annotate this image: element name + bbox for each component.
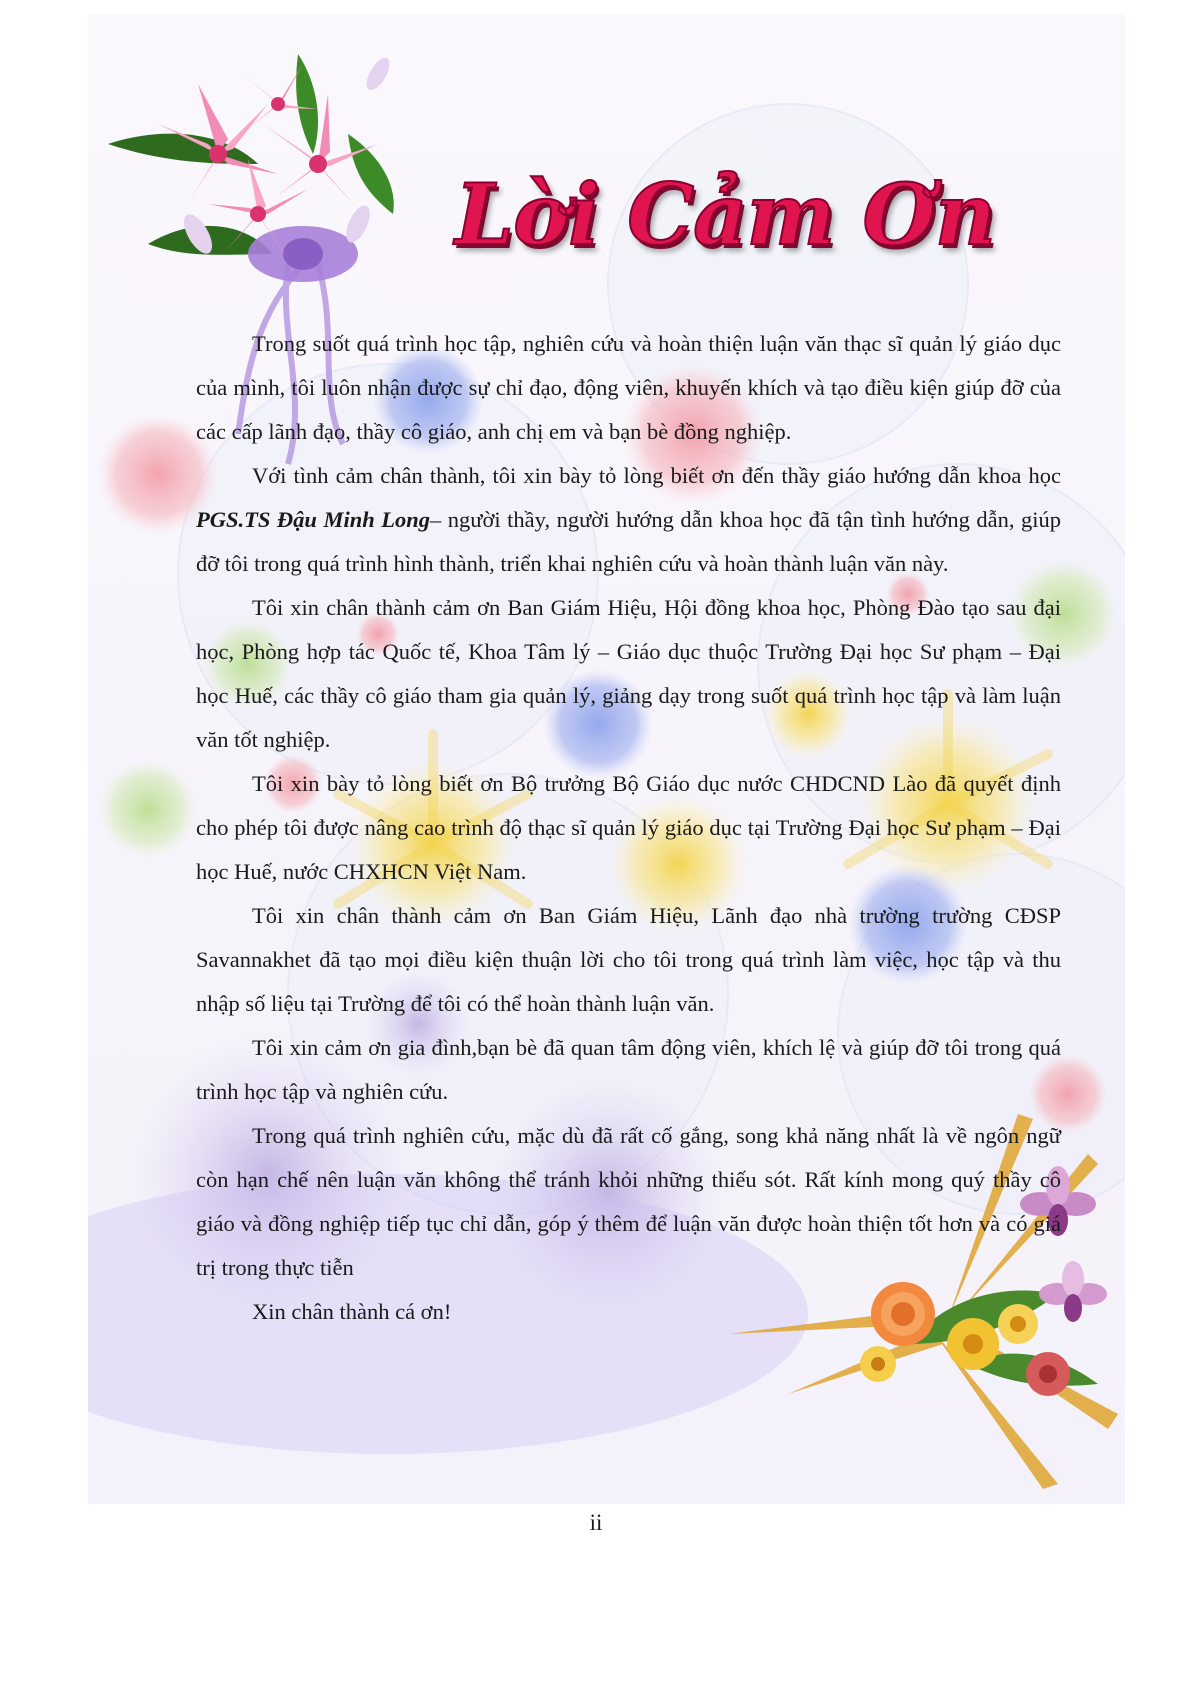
body-text — [196, 322, 1061, 1334]
paragraph: Xin chân thành cá ơn! — [252, 1299, 452, 1324]
paragraph-text: – người thầy, người hướng dẫn khoa học đã tận tình hướng dẫn, giúp đỡ tôi trong quá trình hình thành, triển khai nghiên cứu và hoàn thành luận văn này. — [196, 507, 1061, 576]
paragraph: Trong quá trình nghiên cứu, mặc dù đã rất cố gắng, song khả năng nhất là về ngôn ngữ còn hạn chế nên luận văn không thể tránh khỏi những thiếu sót. Rất kính mong quý thầy cô giáo và đồng nghiệp tiếp tục chỉ dẫn, góp ý thêm để luận văn được hoàn thiện tốt hơn và có giá trị trong thực tiễn — [196, 1123, 1061, 1280]
page-number: ii — [589, 1510, 603, 1535]
page-title: Lời Cảm Ơn — [455, 165, 995, 264]
paragraph-text: Với tình cảm chân thành, tôi xin bày tỏ lòng biết ơn đến thầy giáo hướng dẫn khoa học — [252, 463, 1061, 488]
paragraph — [196, 454, 1061, 586]
paragraph: Tôi xin chân thành cảm ơn Ban Giám Hiệu, Hội đồng khoa học, Phòng Đào tạo sau đại học, Phòng hợp tác Quốc tế, Khoa Tâm lý – Giáo dục thuộc Trường Đại học Sư phạm – Đại học Huế, các thầy cô giáo tham gia quản lý, giảng dạy trong suốt quá trình học tập và làm luận văn tốt nghiệp. — [196, 595, 1061, 752]
paragraph: Tôi xin bày tỏ lòng biết ơn Bộ trưởng Bộ Giáo dục nước CHDCND Lào đã quyết định cho phép tôi được nâng cao trình độ thạc sĩ quản lý giáo dục tại Trường Đại học Sư phạm – Đại học Huế, nước CHXHCN Việt Nam. — [196, 771, 1061, 884]
advisor-name: PGS.TS Đậu Minh Long — [196, 507, 431, 532]
paragraph: Tôi xin chân thành cảm ơn Ban Giám Hiệu, Lãnh đạo nhà trường trường CĐSP Savannakhet đã tạo mọi điều kiện thuận lời cho tôi trong quá trình làm việc, học tập và thu nhập số liệu tại Trường để tôi có thể hoàn thành luận văn. — [196, 903, 1061, 1016]
paragraph: Tôi xin cảm ơn gia đình,bạn bè đã quan tâm động viên, khích lệ và giúp đỡ tôi trong quá trình học tập và nghiên cứu. — [196, 1035, 1061, 1104]
paragraph: Trong suốt quá trình học tập, nghiên cứu và hoàn thiện luận văn thạc sĩ quản lý giáo dục của mình, tôi luôn nhận được sự chỉ đạo, động viên, khuyến khích và tạo điều kiện giúp đỡ của các cấp lãnh đạo, thầy cô giáo, anh chị em và bạn bè đồng nghiệp. — [196, 331, 1061, 444]
